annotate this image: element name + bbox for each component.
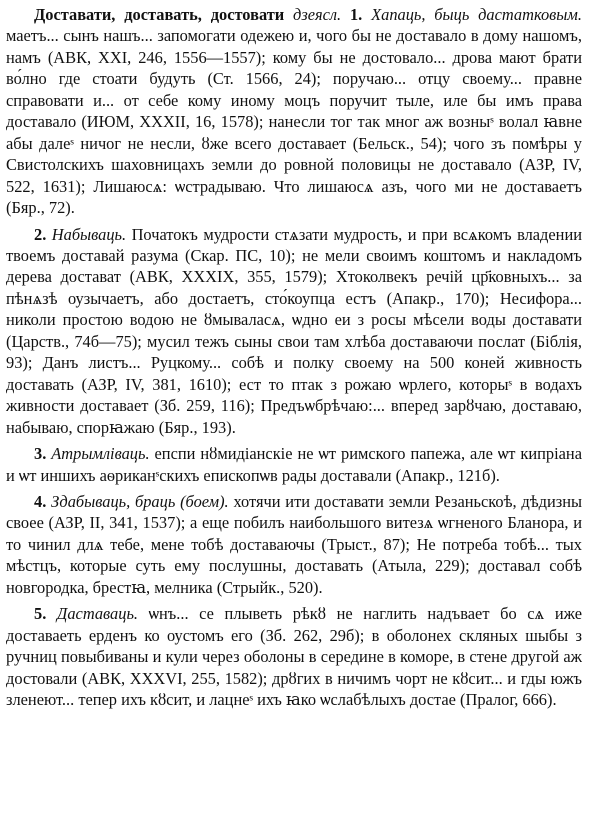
sense-gloss: Здабываць, браць (боем). xyxy=(51,491,229,511)
sense-text: Початокъ мудрости стѧзати мудрость, и при всѧкомъ владении твоемъ доставай разума (Скар. ПС, 10); не мели своимъ коштомъ и накладомъ дерева достават (АВК, XXXIX, 355, 1579); Хтоколвекъ речій цр҃ковныхъ... за пѣнѧзѣ оузычаетъ, або достаетъ, сто́коупца естъ (Апакр., 170); Несифора... николи простою водою не ȣмываласѧ, ѡдно еи з росы мѣсели воды доставати (Царств., 74б—75); мусил тежъ сыны свои там хлѣба доставаючи послат (Біблія, 93); Данъ листъ... Руцкому... собѣ и полку своему на 500 коней живность доставать (АЗР, IV, 381, 1610); ест то птак з рожаю ѡрлего, которыˢ в водахъ живности доставает (Зб. 259, 116); Предъѡбрѣчаю:... вперед зарȣчаю, доставаю, набываю, спорꙗжаю (Бяр., 193). xyxy=(6,224,582,437)
sense-1 xyxy=(6,4,582,219)
headword: Доставати, доставать, достовати xyxy=(34,5,285,24)
sense-5 xyxy=(6,603,582,710)
sense-number: 3. xyxy=(34,444,47,464)
sense-3 xyxy=(6,443,582,486)
sense-text: епспи нȣмидіанскіе не ѡт римского папежа, але ѡт кипріана и ѡт иншихъ аѳриканˢскихъ епископѡв рады доставали (Апакр., 121б). xyxy=(6,444,582,485)
sense-2 xyxy=(6,224,582,439)
sense-gloss: Даставаць. xyxy=(56,604,139,624)
sense-gloss: Набываць. xyxy=(51,224,127,244)
sense-gloss: Атрымліваць. xyxy=(51,444,150,464)
sense-text: ѡнъ... се плыветь рѣкȣ не наглить надъвает бо сѧ иже доставаеть ерденъ ко оустомъ его (Зб. 262, 29б); в оболонех скляных шыбы з ручниц повыбиваны и кули через оболоны в середине в коморе, в стене другой аж достовали (АВК, XXXVI, 255, 1582); дрȣгих в ничимъ чорт не кȣсит... и гды южъ зленеют... тепер ихъ кȣсит, и лацнеˢ ихъ ꙗко ѡслабѣлыхъ достае (Пралог, 666). xyxy=(6,604,582,710)
sense-number: 1. xyxy=(349,5,363,24)
sense-gloss: Хапаць, быць дастатковым. xyxy=(371,5,582,24)
sense-number: 4. xyxy=(34,491,47,511)
sense-number: 2. xyxy=(34,224,47,244)
sense-text: хотячи ити доставати земли Резаньскоѣ, дѣдизны своее (АЗР, II, 341, 1537); а еще побилъ наибольшого витезѧ ѡгненого Бланора, и то чинил длѧ тебе, мене тобѣ доставаючы (Трыст., 87); Не потреба тобѣ... тых мѣстцъ, которые суть ему послушны, доставать (Атыла, 229); доставал собѣ новгородка, брестꙗ, мелника (Стрыйк., 520). xyxy=(6,491,582,597)
part-of-speech: дзеясл. xyxy=(293,5,342,24)
sense-text: маетъ... сынъ нашъ... запомогати одежею и, чого бы не доставало в дому нашомъ, намъ (АВК, XXI, 246, 1556—1557); кому бы не достовало... дрова мают брати во́лно где стоати будуть (Ст. 1566, 24); поручаю... отцу своему... правне справовати и... от себе кому иному моцъ поручит тыле, иле бы имъ права доставало (ИЮМ, XXXII, 16, 1578); нанесли тог так мног аж возныˢ волал ꙗвне абы далеˢ ничог не несли, ȣже всего доставает (Бельск., 54); чого зъ помѣры у Свистолскихъ шаховницахъ земли до ровной половицы не доставало (АЗР, IV, 522, 1631); Лишаюсѧ: ѡстрадываю. Что лишаюсѧ азъ, чого ми не доставаетъ (Бяр., 72). xyxy=(6,26,582,218)
sense-number: 5. xyxy=(34,604,47,624)
sense-4 xyxy=(6,491,582,598)
